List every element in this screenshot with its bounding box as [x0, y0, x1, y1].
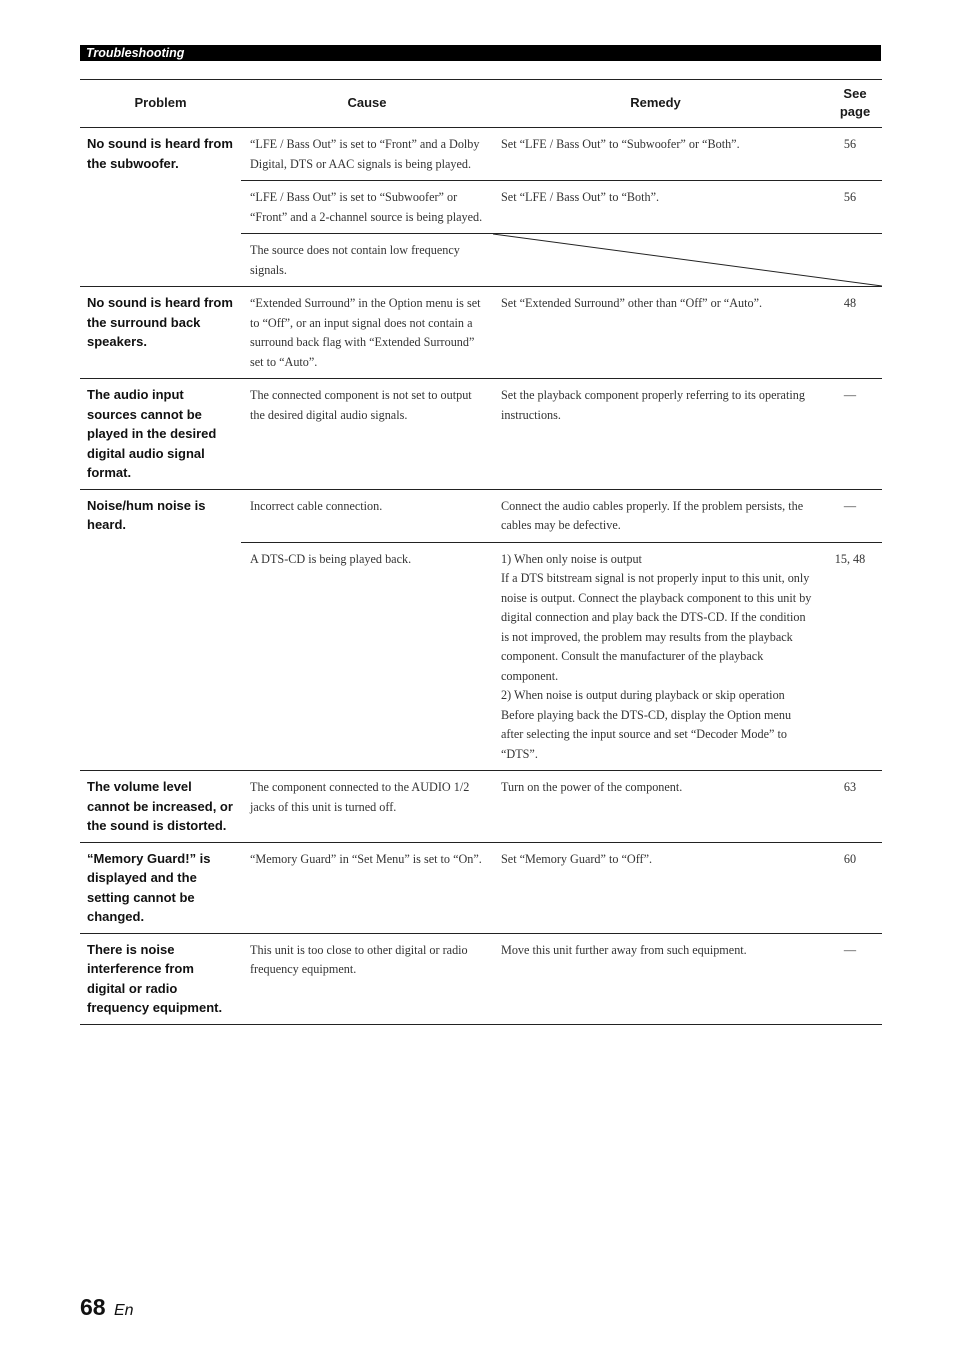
- section-header-bar: [80, 45, 881, 61]
- table-row: [80, 771, 882, 843]
- problem-cell: No sound is heard from the surround back speakers.: [80, 287, 241, 379]
- language-code: En: [113, 1302, 134, 1319]
- table-row: [80, 489, 882, 542]
- cause-cell: A DTS-CD is being played back.: [241, 542, 493, 771]
- remedy-line: 1) When only noise is output: [501, 551, 642, 566]
- cause-cell: The source does not contain low frequency signals.: [241, 234, 493, 287]
- remedy-cell: Turn on the power of the component.: [493, 771, 818, 843]
- remedy-cell: Connect the audio cables properly. If the problem persists, the cables may be defective.: [493, 489, 818, 542]
- remedy-cell: Set “Extended Surround” other than “Off” or “Auto”.: [493, 287, 818, 379]
- remedy-line: If a DTS bitstream signal is not properly input to this unit, only noise is output. Connect the playback component to this unit by digital connection and play back the DTS-CD. If the condition is not improved, the problem may results from the playback component. Consult the manufacturer of the playback component.: [501, 571, 812, 683]
- cause-cell: “LFE / Bass Out” is set to “Subwoofer” or “Front” and a 2-channel source is being played.: [241, 181, 493, 234]
- header-cause: Cause: [241, 80, 493, 128]
- page-cell: —: [818, 933, 882, 1024]
- remedy-cell: Set “LFE / Bass Out” to “Both”.: [493, 181, 818, 234]
- problem-cell: Noise/hum noise is heard.: [80, 489, 241, 771]
- page-cell: 63: [818, 771, 882, 843]
- page-cell: 15, 48: [818, 542, 882, 771]
- header-see-page: See page: [818, 80, 882, 128]
- remedy-cell: Set “Memory Guard” to “Off”.: [493, 842, 818, 933]
- remedy-line: Before playing back the DTS-CD, display the Option menu after selecting the input source and set “Decoder Mode” to “DTS”.: [501, 707, 792, 761]
- table-row: [80, 379, 882, 490]
- page-cell: —: [818, 379, 882, 490]
- problem-cell: The volume level cannot be increased, or the sound is distorted.: [80, 771, 241, 843]
- diagonal-line: [493, 234, 882, 286]
- header-remedy: Remedy: [493, 80, 818, 128]
- table-row: [80, 933, 882, 1024]
- page-cell: 60: [818, 842, 882, 933]
- problem-cell: The audio input sources cannot be played in the desired digital audio signal format.: [80, 379, 241, 490]
- cause-cell: “LFE / Bass Out” is set to “Front” and a Dolby Digital, DTS or AAC signals is being played.: [241, 128, 493, 181]
- table-header-row: [80, 80, 882, 128]
- cause-cell: This unit is too close to other digital or radio frequency equipment.: [241, 933, 493, 1024]
- table-row: [80, 128, 882, 181]
- remedy-line: 2) When noise is output during playback or skip operation: [501, 688, 785, 702]
- cause-cell: The connected component is not set to output the desired digital audio signals.: [241, 379, 493, 490]
- remedy-cell: Set “LFE / Bass Out” to “Subwoofer” or “Both”.: [493, 128, 818, 181]
- page-cell: —: [818, 489, 882, 542]
- not-applicable-diagonal: [493, 234, 882, 287]
- page-footer: [80, 1292, 134, 1326]
- cause-cell: The component connected to the AUDIO 1/2 jacks of this unit is turned off.: [241, 771, 493, 843]
- table-row: [80, 842, 882, 933]
- troubleshooting-table: [80, 79, 882, 1025]
- cause-cell: “Extended Surround” in the Option menu is set to “Off”, or an input signal does not contain a surround back flag with “Extended Surround” set to “Auto”.: [241, 287, 493, 379]
- page-cell: 56: [818, 128, 882, 181]
- remedy-cell: Move this unit further away from such equipment.: [493, 933, 818, 1024]
- cause-cell: “Memory Guard” in “Set Menu” is set to “On”.: [241, 842, 493, 933]
- table-row: [80, 287, 882, 379]
- page-cell: 48: [818, 287, 882, 379]
- problem-cell: No sound is heard from the subwoofer.: [80, 128, 241, 287]
- section-title: Troubleshooting: [86, 46, 185, 60]
- problem-cell: There is noise interference from digital or radio frequency equipment.: [80, 933, 241, 1024]
- header-problem: Problem: [80, 80, 241, 128]
- cause-cell: Incorrect cable connection.: [241, 489, 493, 542]
- remedy-cell: Set the playback component properly referring to its operating instructions.: [493, 379, 818, 490]
- remedy-cell: [493, 542, 818, 771]
- problem-cell: “Memory Guard!” is displayed and the setting cannot be changed.: [80, 842, 241, 933]
- page-cell: 56: [818, 181, 882, 234]
- page-number: 68: [80, 1294, 106, 1320]
